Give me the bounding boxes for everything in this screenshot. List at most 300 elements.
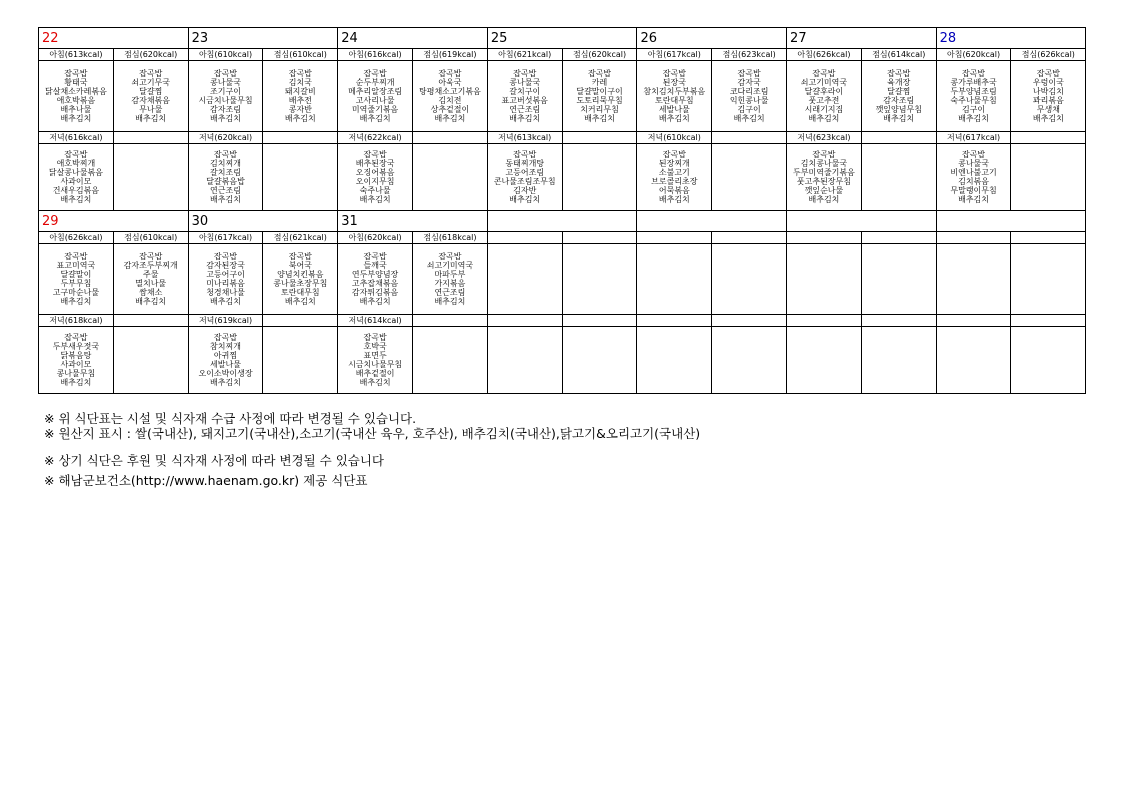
empty-cell [1011,327,1086,394]
meal-label [263,132,338,144]
menu-cell [338,327,413,394]
meal-label: 점심(621kcal) [263,232,338,244]
menu-item: 감자된장국 [206,261,245,270]
menu-item: 고구마순나물 [52,288,100,297]
week2-date-row [39,211,1086,232]
notes [44,411,700,488]
menu-item: 달걀후라이 [804,87,844,96]
menu-item: 연근조림 [210,186,241,195]
menu-item: 들깨국 [363,261,387,270]
meal-label [861,132,936,144]
meal-label: 점심(623kcal) [712,49,787,61]
menu-item: 순두부찌개 [355,78,395,87]
empty-cell [712,232,787,244]
menu-item: 주물 [142,270,159,279]
menu-item: 배추김치 [584,114,615,123]
menu-item: 배추김치 [434,114,466,123]
menu-item: 고등어조림 [505,168,545,177]
empty-date-cell [936,211,1086,232]
menu-cell [1011,61,1086,132]
empty-cell [936,315,1011,327]
meal-label [113,132,188,144]
menu-item: 달걀말이구이 [576,87,623,96]
meal-label: 점심(610kcal) [113,232,188,244]
menu-item: 콩나물국 [958,159,990,168]
empty-cell [1011,315,1086,327]
meal-label: 아침(620kcal) [338,232,413,244]
menu-cell [712,61,787,132]
menu-item: 두부미역줄기볶음 [793,168,855,177]
menu-cell [39,144,114,211]
empty-cell [562,244,637,315]
menu-item: 시금치나물무침 [198,96,253,105]
menu-item: 표면두 [363,351,387,360]
menu-cell [113,61,188,132]
menu-item: 풋고추전 [808,96,840,105]
week2-label-row [39,232,1086,244]
menu-item: 어묵볶음 [658,186,690,195]
empty-cell [637,244,712,315]
menu-item: 감자튀김볶음 [351,288,399,297]
meal-label: 아침(617kcal) [188,232,263,244]
empty-cell [936,232,1011,244]
menu-item: 김자반 [513,186,537,195]
meal-label: 아침(621kcal) [487,49,562,61]
menu-item: 배추김치 [958,114,990,123]
date-cell: 27 [787,28,937,49]
empty-cell [562,144,637,211]
menu-item: 배추김치 [60,297,92,306]
menu-item: 잡곡밥 [139,69,163,78]
meal-label: 점심(618kcal) [413,232,488,244]
menu-item: 잡곡밥 [64,333,88,342]
meal-label [263,315,338,327]
menu-cell [188,61,263,132]
empty-cell [712,144,787,211]
menu-item: 쌈채소 [139,288,163,297]
menu-item: 배추전 [288,96,312,105]
menu-item: 배추김치 [60,195,92,204]
menu-item: 된장찌개 [658,159,690,168]
menu-item: 감자조두부찌개 [123,261,178,270]
menu-item: 참치김치두부볶음 [643,87,706,96]
menu-item: 연근조림 [509,105,541,114]
menu-item: 달걀볶음밥 [206,177,245,186]
meal-label: 저녁(616kcal) [39,132,114,144]
menu-cell [413,244,488,315]
menu-cell [188,144,263,211]
menu-item: 잡곡밥 [288,69,312,78]
meal-label: 점심(619kcal) [413,49,488,61]
menu-cell [562,61,637,132]
menu-item: 배추김치 [658,114,690,123]
menu-item: 잡곡밥 [213,69,238,78]
empty-cell [712,244,787,315]
menu-item: 조기구이 [210,87,241,96]
menu-item: 고등어구이 [206,270,245,279]
menu-item: 토란대무침 [655,96,694,105]
meal-label [1011,132,1086,144]
empty-cell [712,315,787,327]
menu-item: 돼지갈비 [284,87,316,96]
menu-item: 오이지무침 [355,177,395,186]
menu-item: 배추김치 [359,297,391,306]
menu-item: 탕평채소고기볶음 [419,87,481,96]
menu-item: 풋고추된장무침 [796,177,851,186]
menu-cell [637,144,712,211]
menu-item: 미역줄기볶음 [351,105,399,114]
menu-cell [113,244,188,315]
menu-item: 배추김치 [658,195,690,204]
menu-item: 청경채나물 [206,288,245,297]
menu-item: 두부양념조림 [950,87,997,96]
menu-cell [413,61,488,132]
menu-item: 마파두부 [434,270,466,279]
menu-item: 잡곡밥 [288,252,312,261]
menu-cell [861,61,936,132]
menu-cell [787,61,862,132]
menu-item: 콩나물국 [509,78,541,87]
empty-cell [861,232,936,244]
menu-item: 잡곡밥 [213,252,238,261]
menu-item: 닭볶음탕 [60,351,92,360]
menu-item: 배추김치 [958,195,990,204]
week1-dinners-row [39,144,1086,211]
menu-item: 배추김치 [1032,114,1064,123]
menu-item: 잡곡밥 [961,69,986,78]
meal-label: 아침(610kcal) [188,49,263,61]
menu-item: 소불고기 [658,168,690,177]
menu-item: 쇠고기무국 [131,78,171,87]
menu-item: 멸치나물 [135,279,167,288]
menu-item: 닭살채소카레볶음 [44,87,107,96]
empty-cell [1011,232,1086,244]
empty-cell [562,315,637,327]
meal-label: 저녁(610kcal) [637,132,712,144]
meal-label [712,132,787,144]
menu-item: 쇠고기미역국 [800,78,848,87]
empty-cell [637,327,712,394]
menu-item: 도토리묵무침 [576,96,623,105]
menu-item: 토란대무침 [280,288,320,297]
menu-item: 김치국 [288,78,312,87]
menu-item: 잡곡밥 [812,150,836,159]
menu-item: 미나리볶음 [206,279,245,288]
menu-cell [338,61,413,132]
menu-cell [188,244,263,315]
menu-item: 세발나물 [658,105,690,114]
menu-item: 나박김치 [1032,87,1064,96]
week1-label-row [39,49,1086,61]
week2-meals-row [39,244,1086,315]
menu-cell [637,61,712,132]
menu-item: 배추김치 [883,114,915,123]
week1-meals-row [39,61,1086,132]
empty-cell [861,144,936,211]
menu-item: 사과이모 [60,360,92,369]
date-cell: 29 [39,211,189,232]
week2-dinners-row [39,327,1086,394]
menu-cell [188,327,263,394]
empty-cell [263,144,338,211]
menu-item: 잡곡밥 [438,252,462,261]
empty-cell [1011,244,1086,315]
menu-item: 익힌콩나물 [729,96,769,105]
meal-label: 저녁(623kcal) [787,132,862,144]
menu-item: 잡곡밥 [363,69,387,78]
menu-cell [338,144,413,211]
menu-item: 배추김치 [359,114,391,123]
menu-item: 우렁이국 [1032,78,1064,87]
empty-cell [787,232,862,244]
meal-label: 저녁(614kcal) [338,315,413,327]
menu-item: 메추리알장조림 [348,87,403,96]
menu-item: 잡곡밥 [1036,69,1060,78]
note-origin: ※ 원산지 표시 : 쌀(국내산), 돼지고기(국내산),소고기(국내산 육우, 호주산), 배추김치(국내산),닭고기&오리고기(국내산) [44,426,701,441]
menu-item: 양념치킨볶음 [277,270,324,279]
menu-item: 시금치나물무침 [348,360,403,369]
menu-item: 배추된장국 [355,159,395,168]
menu-item: 잡곡밥 [812,69,836,78]
menu-item: 잡곡밥 [887,69,911,78]
date-cell: 26 [637,28,787,49]
menu-item: 김치콩나물국 [800,159,848,168]
date-cell: 25 [487,28,637,49]
date-cell: 23 [188,28,338,49]
empty-cell [562,327,637,394]
menu-cell [487,144,562,211]
menu-item: 달걀찜 [139,87,163,96]
empty-cell [562,232,637,244]
menu-item: 잡곡밥 [64,252,88,261]
menu-item: 배추김치 [135,297,167,306]
empty-cell [861,315,936,327]
empty-cell [263,327,338,394]
menu-item: 잡곡밥 [213,150,238,159]
menu-item: 사과이모 [60,177,92,186]
menu-item: 두부무침 [60,279,92,288]
menu-item: 배추겉절이 [355,369,395,378]
menu-item: 표고미역국 [56,261,96,270]
menu-item: 잡곡밥 [213,333,238,342]
empty-cell [413,144,488,211]
menu-item: 애호박찌개 [56,159,96,168]
meal-label: 저녁(619kcal) [188,315,263,327]
week1-date-row [39,28,1086,49]
meal-label: 저녁(620kcal) [188,132,263,144]
menu-item: 잡곡밥 [737,69,761,78]
menu-item: 콩나물무침 [56,369,96,378]
menu-item: 콘나물조림조무침 [493,177,556,186]
empty-cell [787,315,862,327]
menu-item: 무나물 [139,105,163,114]
empty-cell [1011,144,1086,211]
empty-cell [487,244,562,315]
meal-label: 아침(616kcal) [338,49,413,61]
week1-dinner-label-row [39,132,1086,144]
date-cell: 22 [39,28,189,49]
meal-label: 아침(617kcal) [637,49,712,61]
menu-item: 배추김치 [509,195,541,204]
menu-item: 김치볶음 [958,177,990,186]
menu-item: 김치찌개 [210,159,241,168]
menu-cell [39,327,114,394]
menu-item: 배추김치 [210,297,241,306]
menu-item: 배추김치 [808,114,840,123]
empty-cell [936,244,1011,315]
menu-item: 배추김치 [359,195,391,204]
week2-dinner-label-row [39,315,1086,327]
menu-item: 김구이 [737,105,761,114]
menu-item: 감자국 [737,78,761,87]
menu-item: 배추김치 [210,195,241,204]
menu-item: 육개장 [887,78,911,87]
menu-item: 감자조림 [210,105,241,114]
menu-item: 잡곡밥 [438,69,462,78]
menu-item: 코다리조림 [729,87,769,96]
menu-item: 쇠고기미역국 [426,261,474,270]
menu-item: 깻잎양념무침 [875,105,922,114]
empty-cell [712,327,787,394]
menu-item: 잡곡밥 [363,333,387,342]
menu-item: 감자조림 [883,96,915,105]
menu-item: 배추김치 [284,297,316,306]
menu-item: 잡곡밥 [513,69,537,78]
menu-item: 갈치구이 [509,87,541,96]
menu-item: 호박국 [363,342,387,351]
menu-item: 연근조림 [434,288,466,297]
menu-item: 콩나물국 [210,78,241,87]
menu-item: 무말랭이무침 [950,186,997,195]
menu-item: 잡곡밥 [363,150,387,159]
menu-item: 두부새우젓국 [52,342,100,351]
empty-cell [413,327,488,394]
note-source: ※ 해남군보건소(http://www.haenam.go.kr) 제공 식단표 [44,473,368,488]
menu-item: 상추겉절이 [430,105,470,114]
menu-item: 잡곡밥 [662,150,686,159]
menu-item: 갈치조림 [210,168,241,177]
menu-item: 치커리무침 [580,105,619,114]
menu-item: 동태찌개탕 [505,159,545,168]
menu-item: 콩가루배추국 [950,78,997,87]
meal-label: 점심(620kcal) [113,49,188,61]
empty-cell [113,327,188,394]
empty-date-cell [787,211,937,232]
menu-item: 고사리나물 [355,96,395,105]
menu-item: 잡곡밥 [961,150,986,159]
menu-item: 잡곡밥 [513,150,537,159]
empty-date-cell [637,211,787,232]
meal-calendar [38,27,1086,394]
menu-item: 김치전 [438,96,462,105]
meal-label: 아침(620kcal) [936,49,1011,61]
menu-item: 배추김치 [733,114,765,123]
menu-item: 배추김치 [359,378,391,387]
menu-item: 숙주나물 [359,186,391,195]
menu-item: 오이소박이생장 [198,369,253,378]
empty-cell [787,244,862,315]
date-cell: 30 [188,211,338,232]
menu-item: 감자채볶음 [131,96,171,105]
menu-cell [936,144,1011,211]
menu-cell [338,244,413,315]
empty-cell [487,315,562,327]
empty-date-cell [487,211,637,232]
menu-item: 된장국 [662,78,686,87]
meal-label [113,315,188,327]
date-cell: 24 [338,28,488,49]
menu-item: 잡곡밥 [139,252,163,261]
menu-item: 애호박볶음 [56,96,96,105]
meal-label: 아침(626kcal) [39,232,114,244]
empty-cell [936,327,1011,394]
menu-item: 배추김치 [808,195,840,204]
menu-cell [39,244,114,315]
meal-label: 점심(620kcal) [562,49,637,61]
menu-item: 시래기지짐 [804,105,844,114]
menu-item: 숙주나물무침 [950,96,997,105]
menu-item: 연두부양념장 [351,270,399,279]
empty-cell [637,315,712,327]
menu-item: 무생채 [1036,105,1060,114]
menu-item: 콩자반 [288,105,312,114]
meal-label: 점심(614kcal) [861,49,936,61]
menu-item: 세발나물 [210,360,241,369]
menu-item: 배추김치 [284,114,316,123]
menu-item: 배추김치 [210,114,241,123]
menu-cell [487,61,562,132]
date-cell: 28 [936,28,1086,49]
menu-item: 아귀찜 [213,351,238,360]
menu-item: 잡곡밥 [64,69,88,78]
menu-item: 참치찌개 [210,342,241,351]
meal-label: 점심(610kcal) [263,49,338,61]
menu-cell [936,61,1011,132]
empty-cell [861,244,936,315]
empty-cell [861,327,936,394]
menu-cell [787,144,862,211]
meal-label: 아침(626kcal) [787,49,862,61]
menu-cell [263,61,338,132]
menu-item: 달걀찜 [887,87,911,96]
empty-cell [487,232,562,244]
menu-item: 잡곡밥 [587,69,612,78]
menu-item: 배추김치 [509,114,541,123]
menu-item: 배추김치 [60,114,92,123]
menu-item: 표고버섯볶음 [501,96,548,105]
meal-label [413,132,488,144]
empty-cell [113,144,188,211]
menu-item: 배추김치 [210,378,241,387]
menu-item: 브로콜리초장 [651,177,698,186]
menu-cell [39,61,114,132]
meal-label: 저녁(617kcal) [936,132,1011,144]
menu-item: 비엔나불고기 [950,168,997,177]
menu-item: 잡곡밥 [662,69,686,78]
menu-item: 가지볶음 [434,279,466,288]
menu-item: 북어국 [288,261,312,270]
date-cell: 31 [338,211,488,232]
empty-cell [787,327,862,394]
empty-cell [637,232,712,244]
menu-item: 아욱국 [438,78,462,87]
menu-item: 카레 [591,78,608,87]
menu-item: 닭살콩나물볶음 [48,168,103,177]
menu-item: 건새우김볶음 [52,186,100,195]
note-donation: ※ 상기 식단은 후원 및 식자재 사정에 따라 변경될 수 있습니다 [44,453,385,468]
meal-label: 점심(626kcal) [1011,49,1086,61]
menu-item: 오징어볶음 [355,168,395,177]
